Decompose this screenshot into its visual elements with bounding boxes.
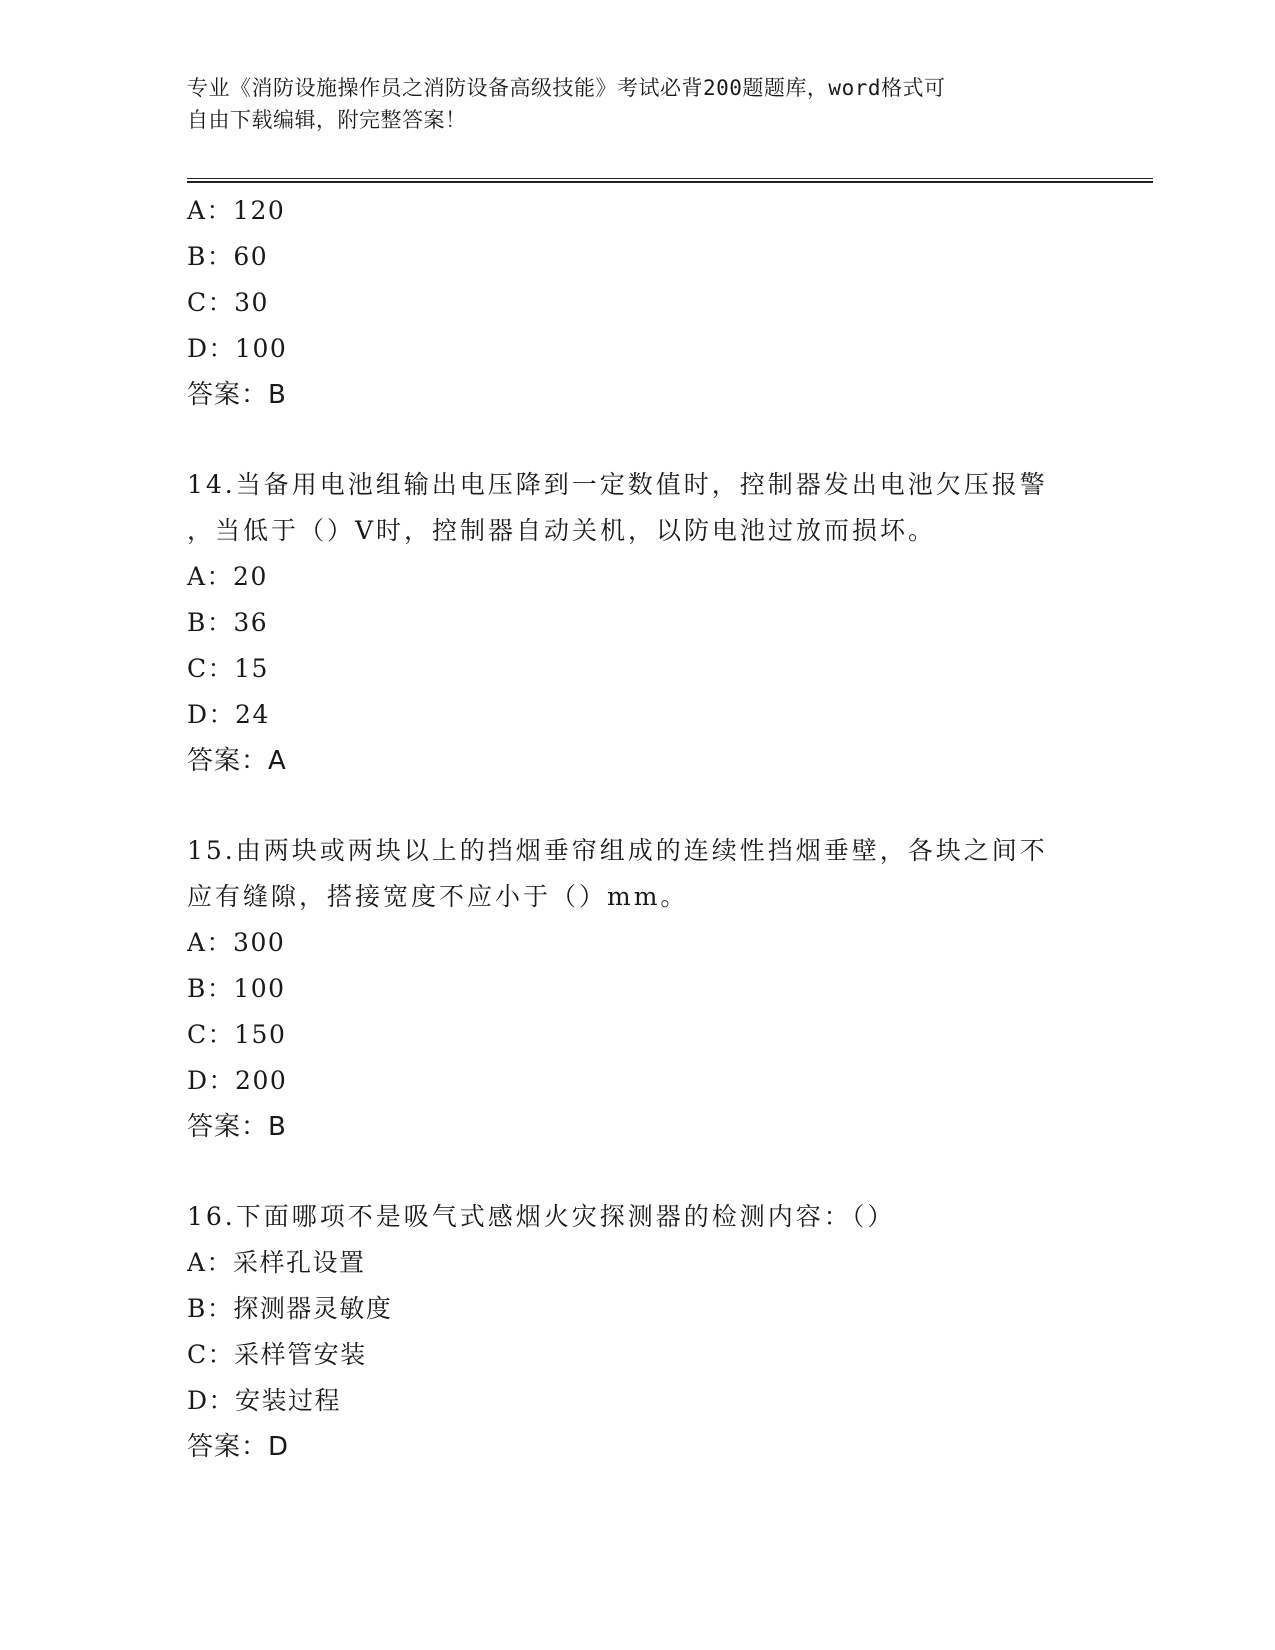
option-b: B：36 bbox=[187, 608, 269, 637]
option-b: B：60 bbox=[187, 242, 269, 271]
answer: 答案：B bbox=[187, 380, 287, 410]
option-d: D：200 bbox=[187, 1066, 288, 1095]
spacer bbox=[187, 418, 1087, 462]
question-14 bbox=[187, 462, 1087, 784]
option-b: B：100 bbox=[187, 974, 286, 1003]
header-line-2: 自由下载编辑，附完整答案！ bbox=[187, 108, 467, 132]
question-15 bbox=[187, 828, 1087, 1150]
question-list bbox=[187, 188, 1087, 1470]
option-b: B：探测器灵敏度 bbox=[187, 1294, 393, 1323]
answer: 答案：A bbox=[187, 746, 287, 776]
answer: 答案：B bbox=[187, 1112, 287, 1142]
option-c: C：采样管安装 bbox=[187, 1340, 367, 1369]
answer: 答案：D bbox=[187, 1432, 290, 1462]
document-header bbox=[187, 72, 1067, 136]
header-line-1: 专业《消防设施操作员之消防设备高级技能》考试必背200题题库，word格式可 bbox=[187, 76, 946, 100]
question-16 bbox=[187, 1194, 1087, 1470]
option-d: D：安装过程 bbox=[187, 1386, 342, 1415]
option-a: A：120 bbox=[187, 196, 286, 225]
spacer bbox=[187, 784, 1087, 828]
option-a: A：300 bbox=[187, 928, 286, 957]
header-divider-thin bbox=[187, 178, 1153, 179]
option-d: D：100 bbox=[187, 334, 288, 363]
question-13 bbox=[187, 188, 1087, 418]
option-a: A：采样孔设置 bbox=[187, 1248, 366, 1277]
option-c: C：30 bbox=[187, 288, 269, 317]
question-text-line-1: 14.当备用电池组输出电压降到一定数值时，控制器发出电池欠压报警 bbox=[187, 470, 1048, 499]
option-c: C：150 bbox=[187, 1020, 287, 1049]
spacer bbox=[187, 1150, 1087, 1194]
header-divider-thick bbox=[187, 181, 1153, 183]
question-text-line-2: 应有缝隙，搭接宽度不应小于（）mm。 bbox=[187, 882, 689, 911]
option-a: A：20 bbox=[187, 562, 268, 591]
option-d: D：24 bbox=[187, 700, 270, 729]
option-c: C：15 bbox=[187, 654, 269, 683]
question-text-line-1: 15.由两块或两块以上的挡烟垂帘组成的连续性挡烟垂壁，各块之间不 bbox=[187, 836, 1048, 865]
question-text-line-1: 16.下面哪项不是吸气式感烟火灾探测器的检测内容：（） bbox=[187, 1202, 896, 1231]
question-text-line-2: ，当低于（）V时，控制器自动关机，以防电池过放而损坏。 bbox=[187, 516, 937, 545]
